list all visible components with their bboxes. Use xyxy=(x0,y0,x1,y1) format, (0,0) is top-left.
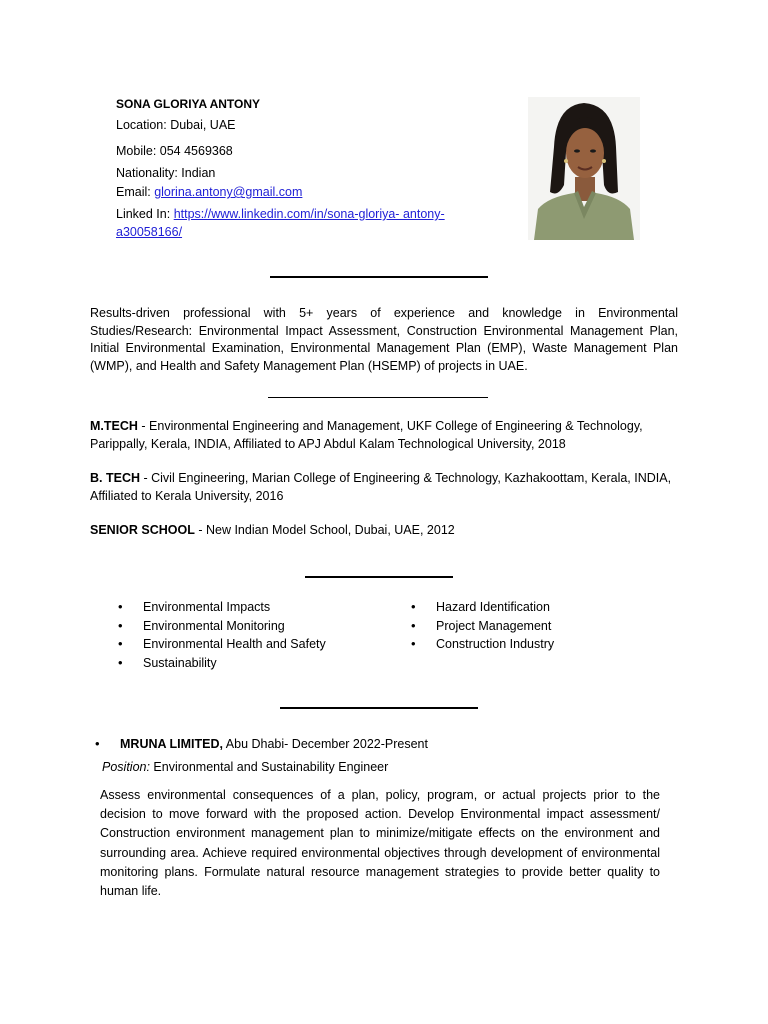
education-detail: - New Indian Model School, Dubai, UAE, 2012 xyxy=(194,523,455,537)
education-detail: - Civil Engineering, Marian College of Engineering & Technology, Kazhakoottam, Kerala, INDIA, Affiliated to Kerala University, 2016 xyxy=(90,471,672,503)
education-degree: B. TECH xyxy=(90,471,140,485)
education-detail: - Environmental Engineering and Management, UKF College of Engineering & Technology, Parippally, Kerala, INDIA, Affiliated to APJ Abdul Kalam Technological University, 2018 xyxy=(90,419,643,451)
list-item: • Sustainability xyxy=(118,654,326,673)
position-title: Environmental and Sustainability Engineer xyxy=(149,760,389,774)
linkedin-link[interactable]: https://www.linkedin.com/in/sona-gloriya- antony- xyxy=(173,207,445,221)
education-item xyxy=(90,522,680,540)
company-name: MRUNA LIMITED, xyxy=(120,737,223,751)
experience-company-line xyxy=(95,735,428,754)
professional-summary: Results-driven professional with 5+ years of experience and knowledge in Environmental Studies/Research: Environmental Impact Assessment, Construction Environmental Management Plan, Initial Environmental Examination, Environmental Management Plan (EMP), Waste Management Plan (WMP), and Health and Safety Management Plan (HSEMP) of projects in UAE. xyxy=(90,306,678,373)
education-item xyxy=(90,470,680,505)
position-label: Position: xyxy=(102,760,150,774)
email-link[interactable]: glorina.antony@gmail.com xyxy=(154,185,303,199)
email-line xyxy=(116,185,302,199)
profile-photo xyxy=(528,97,640,240)
list-item: • Environmental Health and Safety xyxy=(118,635,326,654)
list-item: • Environmental Impacts xyxy=(118,598,326,617)
candidate-name: SONA GLORIYA ANTONY xyxy=(116,97,261,111)
education-degree: M.TECH xyxy=(90,419,138,433)
position-line xyxy=(102,760,388,774)
list-item: • Hazard Identification xyxy=(411,598,554,617)
company-location-dates: Abu Dhabi- December 2022-Present xyxy=(223,737,428,751)
education-degree: SENIOR SCHOOL xyxy=(90,523,195,537)
linkedin-block xyxy=(116,205,445,241)
linkedin-link-continued[interactable]: a30058166/ xyxy=(116,225,183,239)
email-label: Email: xyxy=(116,185,155,199)
skills-list-left xyxy=(118,598,326,672)
section-divider-4 xyxy=(280,707,478,709)
section-divider-2 xyxy=(268,397,488,398)
section-divider-3 xyxy=(305,576,453,578)
list-item: • Project Management xyxy=(411,617,554,636)
education-item xyxy=(90,418,680,453)
list-item: • Environmental Monitoring xyxy=(118,617,326,636)
experience-list xyxy=(95,735,428,754)
skills-list-right xyxy=(411,598,554,654)
nationality-text: Nationality: Indian xyxy=(116,166,216,180)
list-item: • Construction Industry xyxy=(411,635,554,654)
linkedin-label: Linked In: xyxy=(116,207,174,221)
section-divider-1 xyxy=(270,276,488,278)
mobile-text: Mobile: 054 4569368 xyxy=(116,144,233,158)
experience-description: Assess environmental consequences of a plan, policy, program, or actual projects prior to the decision to move forward with the proposed action. Develop Environmental impact assessment/ Construction environment management plan to minimize/mitigate effects on the environment and surrounding area. Achieve required environmental objectives through development of environmental monitoring plans. Formulate natural resource management strategies to provide better quality to human life. xyxy=(100,788,660,899)
location-text: Location: Dubai, UAE xyxy=(116,118,236,132)
